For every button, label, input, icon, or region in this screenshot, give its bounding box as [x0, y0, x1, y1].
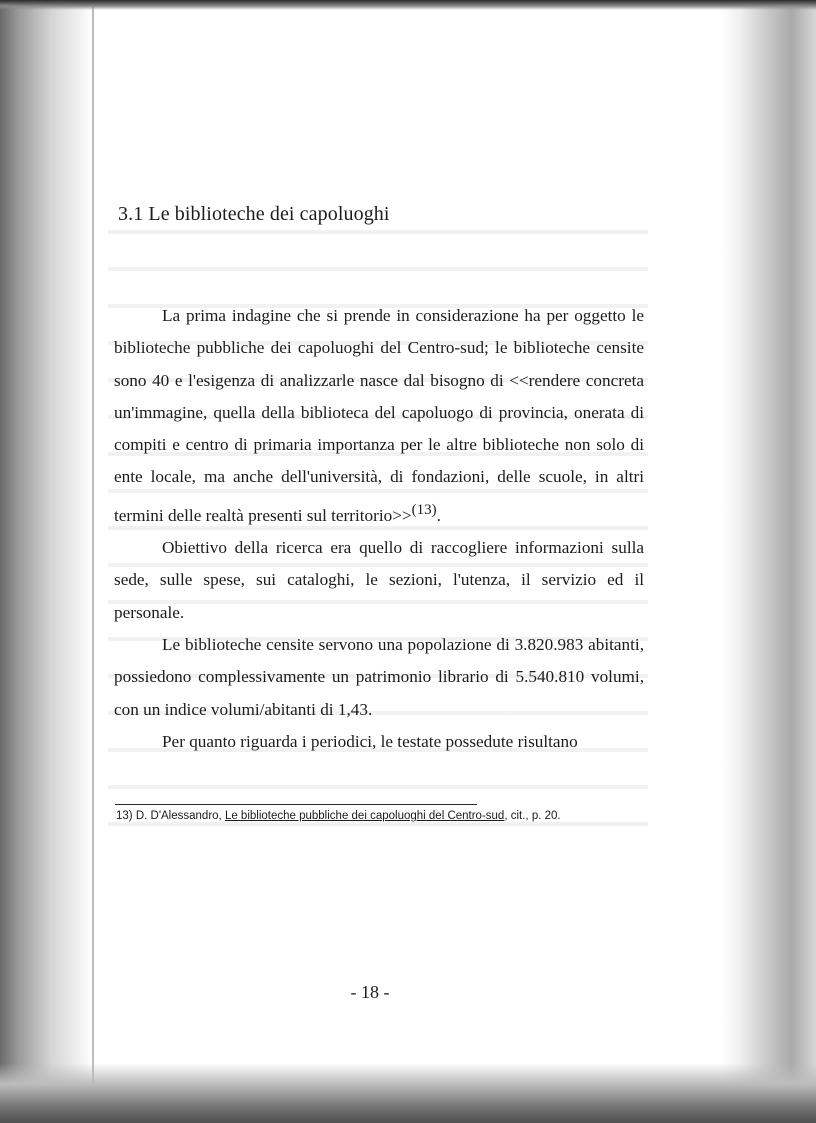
footnote-prefix: 13) D. D'Alessandro, [116, 810, 225, 822]
page-edge [92, 0, 94, 1090]
footnote-13 [116, 808, 636, 824]
footnote-separator [115, 804, 477, 805]
paragraph-1-tail: . [436, 505, 441, 525]
footnote-title: Le biblioteche pubbliche dei capoluoghi del Centro-sud [224, 810, 505, 822]
scan-top-edge [0, 0, 816, 10]
scan-bottom-edge [0, 1063, 816, 1123]
paragraph-1-text: La prima indagine che si prende in considerazione ha per oggetto le biblioteche pubbliche dei capoluoghi del Centro-sud; le biblioteche censite sono 40 e l'esigenza di analizzarle nasce dal bisogno di <<rendere concreta un'immagine, quella della biblioteca del capoluogo di provincia, onerata di compiti e centro di primaria importanza per le altre biblioteche non solo di ente locale, ma anche dell'università, di fondazioni, delle scuole, in altri termini delle realtà presenti sul territorio>> [114, 306, 644, 525]
paragraph-1 [114, 300, 644, 532]
page-number: - 18 - [350, 982, 390, 1002]
scan-left-shadow [0, 0, 92, 1123]
footnote-suffix: , cit., p. 20. [504, 810, 561, 822]
section-heading: 3.1 Le biblioteche dei capoluoghi [118, 203, 390, 225]
scan-right-shadow [720, 0, 816, 1123]
paragraph-3: Le biblioteche censite servono una popolazione di 3.820.983 abitanti, possiedono complessivamente un patrimonio librario di 5.540.810 volumi, con un indice volumi/abitanti di 1,43. [114, 634, 644, 719]
body-text [114, 300, 644, 758]
paragraph-4: Per quanto riguarda i periodici, le testate possedute risultano [162, 731, 578, 751]
paragraph-2: Obiettivo della ricerca era quello di raccogliere informazioni sulla sede, sulle spese, sui cataloghi, le sezioni, l'utenza, il servizio ed il personale. [114, 538, 644, 622]
footnote-reference-13[interactable]: (13) [411, 501, 437, 518]
